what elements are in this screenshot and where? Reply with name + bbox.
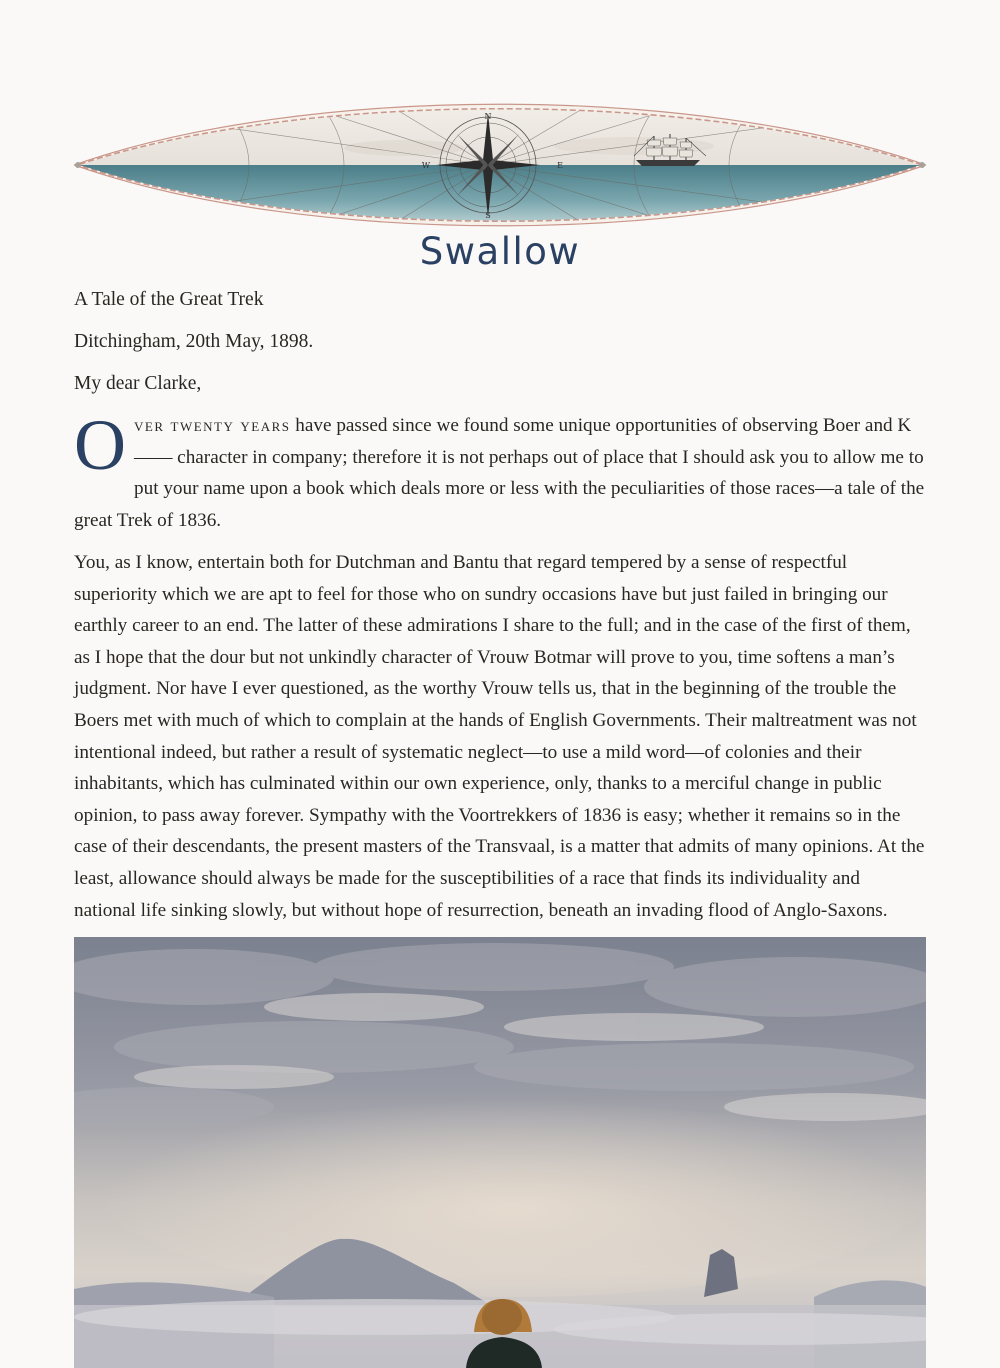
painting-image <box>74 937 926 1368</box>
salutation: My dear Clarke, <box>74 373 202 394</box>
opening-small-caps: ver twenty years <box>134 415 291 435</box>
dateline: Ditchingham, 20th May, 1898. <box>74 331 314 352</box>
header-banner <box>74 96 926 236</box>
page-title: Swallow <box>419 230 581 273</box>
compass-west: W <box>421 161 431 170</box>
paragraph-1 <box>74 405 926 536</box>
compass-north: N <box>484 112 492 121</box>
paragraph-2: You, as I know, entertain both for Dutchman and Bantu that regard tempered by a sense of respectful superiority which we are apt to feel for those who on sundry occasions have but just failed in bringing our earthly career to an end. The latter of these admirations I share to the full; and in the case of the first of them, as I hope that the dour but not unkindly character of Vrouw Botmar will prove to you, time softens a man’s judgment. Nor have I ever questioned, as the worthy Vrouw tells us, that in the beginning of the trouble the Boers met with much of which to complain at the hands of English Governments. Their maltreatment was not intentional indeed, but rather a result of systematic neglect—to use a mild word—of colonies and their inhabitants, which has culminated within our own experience, only, thanks to a merciful change in public opinion, to pass away forever. Sympathy with the Voortrekkers of 1836 is easy; whether it remains so in the case of their descendants, the present masters of the Transvaal, is a matter that admits of many opinions. At the least, allowance should always be made for the susceptibilities of a race that finds its individuality and national life sinking slowly, but without hope of resurrection, beneath an invading flood of Anglo-Saxons. <box>74 552 925 921</box>
compass-east: E <box>557 161 563 170</box>
drop-cap: O <box>74 405 126 485</box>
subtitle: A Tale of the Great Trek <box>74 289 264 310</box>
paragraph-1-text: have passed since we found some unique opportunities of observing Boer and K—— character in company; therefore it is not perhaps out of place that I should ask you to allow me to put your name upon a book which deals more or less with the peculiarities of those races—a tale of the great Trek of 1836. <box>74 415 925 531</box>
compass-south: S <box>485 211 491 220</box>
